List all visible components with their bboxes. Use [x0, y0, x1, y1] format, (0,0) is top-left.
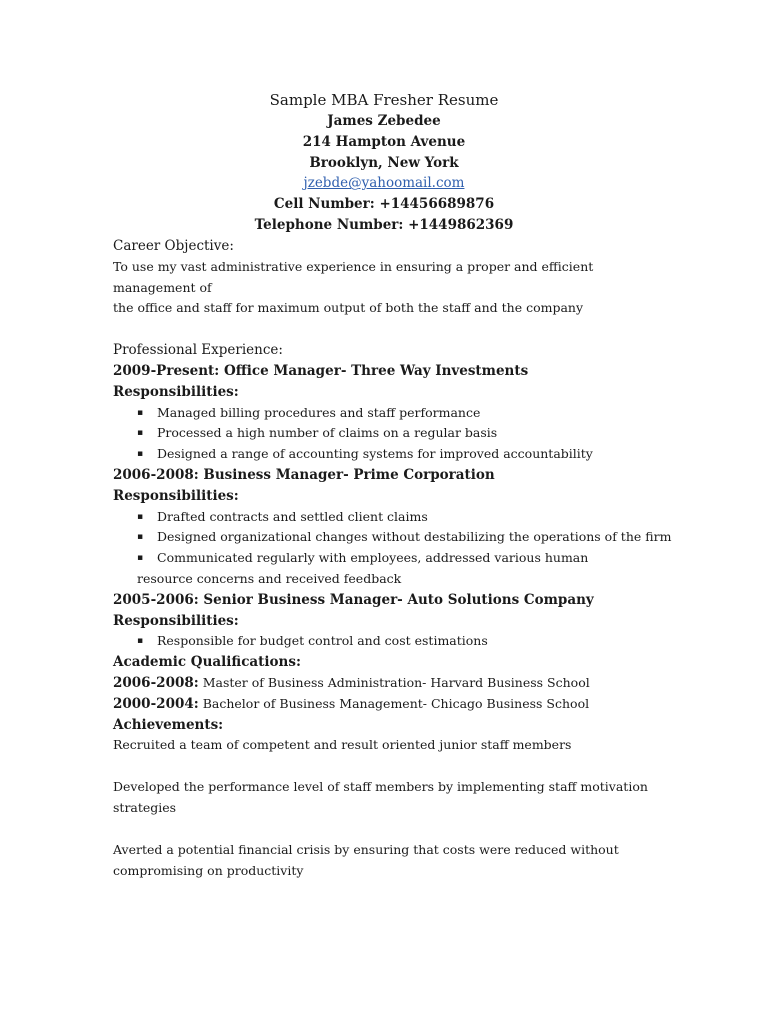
cell-number: Cell Number: +14456689876 [273, 196, 495, 213]
bullet-icon: ▪ [137, 428, 144, 439]
telephone-number: Telephone Number: +1449862369 [254, 216, 514, 233]
list-item-continuation: resource concerns and received feedback [137, 570, 402, 586]
achievement-item: Developed the performance level of staff members by implementing staff motivation strategies [113, 779, 648, 815]
qualification-years: 2006-2008: [113, 674, 199, 691]
candidate-name: James Zebedee [327, 113, 441, 129]
resume-header [0, 89, 768, 236]
list-item: ▪ Managed billing procedures and staff performance [113, 403, 673, 424]
responsibilities-label: Responsibilities: [113, 612, 239, 629]
list-item: ▪ Designed a range of accounting systems for improved accountability [113, 444, 673, 465]
responsibilities-label: Responsibilities: [113, 487, 239, 504]
bullet-icon: ▪ [137, 449, 144, 460]
responsibilities-label: Responsibilities: [113, 383, 239, 400]
address-line-1: 214 Hampton Avenue [302, 133, 466, 150]
responsibilities-list [113, 403, 673, 465]
career-objective-line-2: the office and staff for maximum output of both the staff and the company [113, 300, 584, 316]
career-objective-line-1: To use my vast administrative experience in ensuring a proper and efficient management of [113, 258, 594, 295]
list-item: ▪ Designed organizational changes without destabilizing the operations of the firm [113, 527, 673, 548]
qualification-degree: Master of Business Administration- Harvard Business School [198, 674, 590, 690]
email-link[interactable]: jzebde@yahoomail.com [303, 175, 465, 192]
bullet-icon: ▪ [137, 407, 144, 418]
qualification-years: 2000-2004: [113, 695, 199, 712]
academic-heading: Academic Qualifications: [113, 654, 301, 671]
job-title: 2009-Present: Office Manager- Three Way Investments [113, 362, 529, 379]
responsibilities-list [113, 507, 673, 590]
list-item: ▪ Processed a high number of claims on a regular basis [113, 423, 673, 444]
achievement-item: Recruited a team of competent and result oriented junior staff members [113, 737, 572, 753]
job-title: 2006-2008: Business Manager- Prime Corporation [113, 466, 495, 483]
achievement-item: Averted a potential financial crisis by ensuring that costs were reduced without compromising on productivity [113, 841, 619, 878]
bullet-icon: ▪ [137, 636, 144, 647]
responsibilities-list [113, 631, 673, 652]
qualification-degree: Bachelor of Business Management- Chicago Business School [198, 695, 590, 711]
achievements-section [113, 715, 673, 882]
academic-section [113, 652, 673, 714]
job-title: 2005-2006: Senior Business Manager- Auto Solutions Company [113, 591, 594, 608]
qualification-entry [113, 694, 673, 715]
achievements-heading: Achievements: [113, 716, 224, 733]
career-objective-heading: Career Objective: [113, 238, 234, 254]
bullet-icon: ▪ [137, 532, 144, 543]
experience-heading: Professional Experience: [113, 342, 283, 359]
list-item: ▪ Communicated regularly with employees, addressed various human resource concerns and received feedback [113, 548, 673, 590]
qualification-entry [113, 673, 673, 694]
address-line-2: Brooklyn, New York [309, 154, 459, 171]
resume-body [113, 236, 673, 902]
experience-section [113, 340, 673, 652]
list-item: ▪ Responsible for budget control and cost estimations [113, 631, 673, 652]
bullet-icon: ▪ [137, 511, 144, 522]
bullet-icon: ▪ [137, 553, 144, 564]
document-title: Sample MBA Fresher Resume [269, 91, 499, 109]
email-line [0, 173, 768, 194]
career-objective-section [113, 236, 673, 319]
list-item: ▪ Drafted contracts and settled client claims [113, 507, 673, 528]
